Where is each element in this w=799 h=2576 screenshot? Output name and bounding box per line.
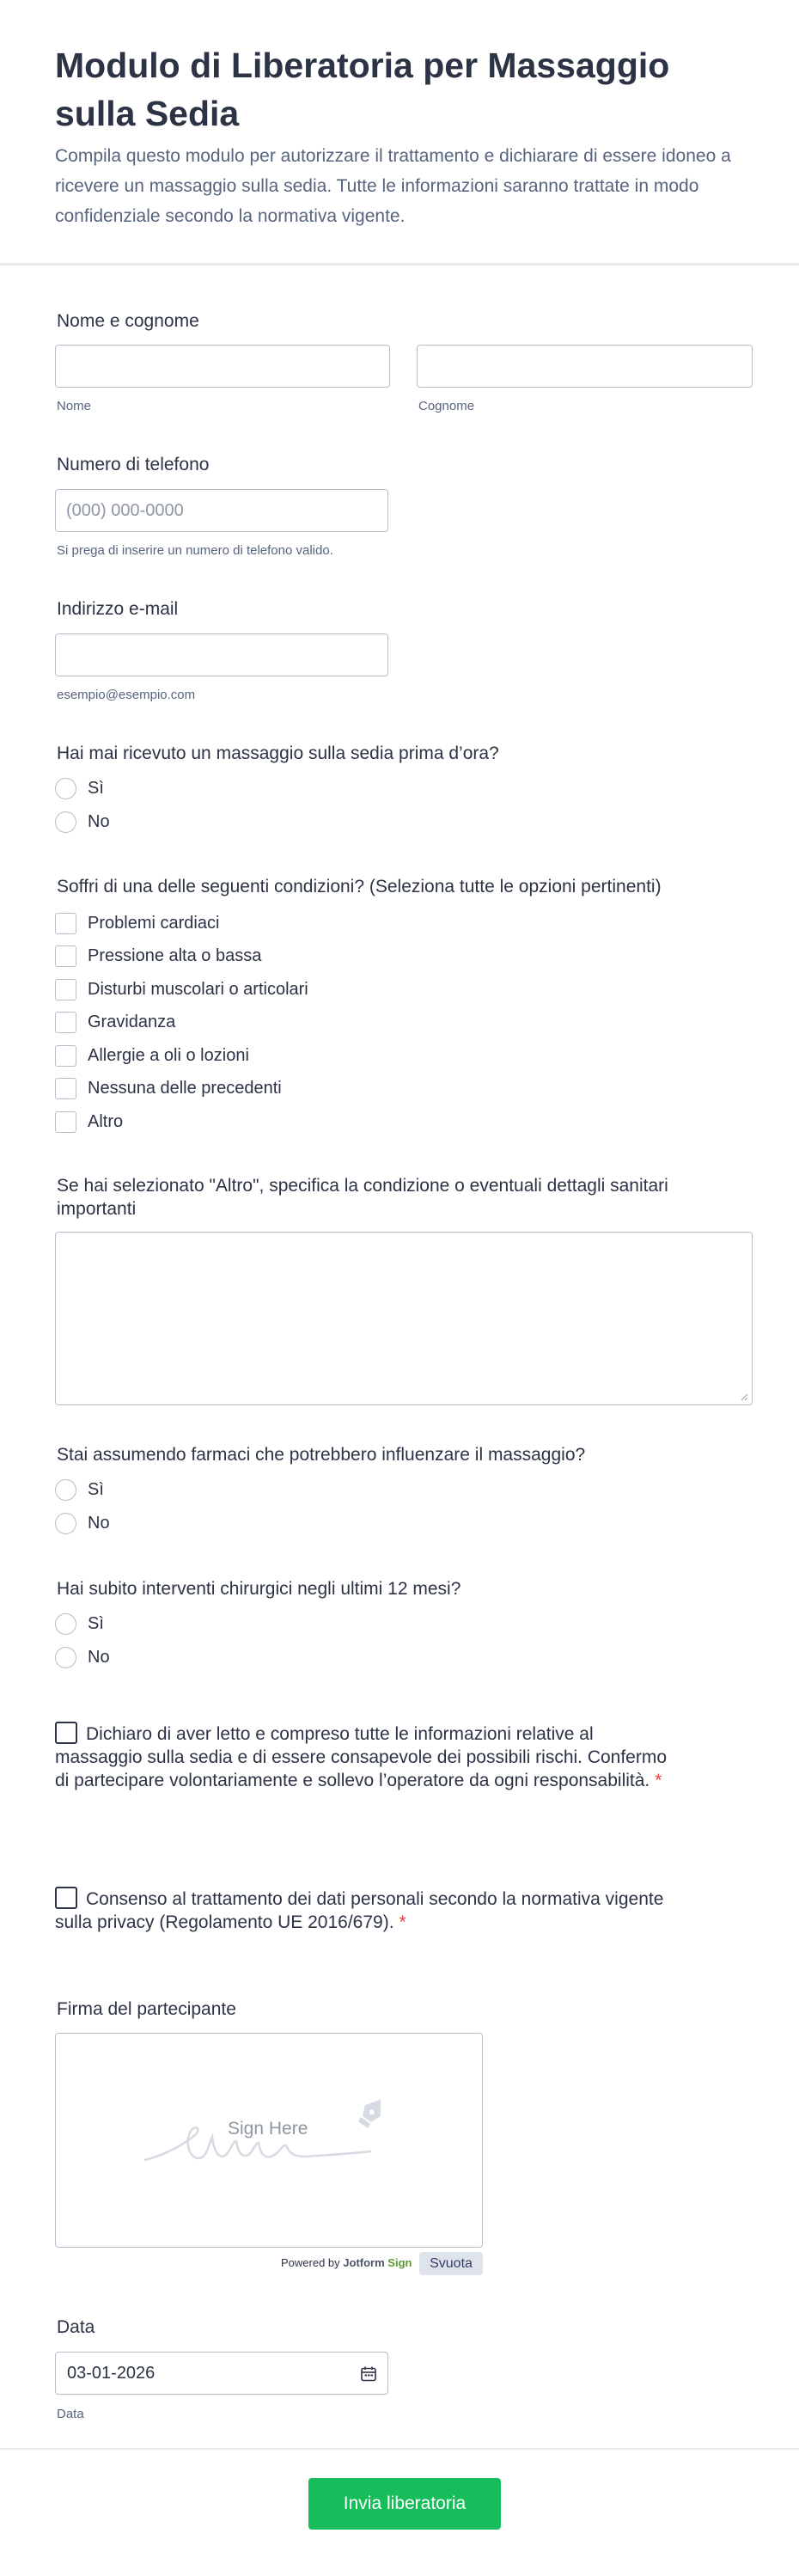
prior-massage-label: Hai mai ricevuto un massaggio sulla sedia prima d’ora? xyxy=(57,743,499,763)
checkbox[interactable] xyxy=(55,1012,76,1033)
email-hint: esempio@esempio.com xyxy=(57,688,196,702)
name-label: Nome e cognome xyxy=(57,311,199,331)
surgery-option-yes[interactable] xyxy=(55,1612,104,1636)
phone-input[interactable] xyxy=(55,489,388,532)
option-label: Gravidanza xyxy=(88,1012,176,1031)
option-label: No xyxy=(88,811,110,831)
condition-option-allergies[interactable] xyxy=(55,1043,249,1068)
checkbox[interactable] xyxy=(55,913,76,934)
date-label: Data xyxy=(57,2317,95,2337)
condition-option-other[interactable] xyxy=(55,1110,123,1134)
conditions-label: Soffri di una delle seguenti condizioni? (Seleziona tutte le opzioni pertinenti) xyxy=(57,877,662,896)
radio-button[interactable] xyxy=(55,1513,76,1534)
checkbox[interactable] xyxy=(55,1078,76,1099)
medications-option-no[interactable] xyxy=(55,1511,110,1535)
clear-signature-button[interactable]: Svuota xyxy=(419,2252,483,2275)
email-label: Indirizzo e-mail xyxy=(57,599,179,619)
radio-button[interactable] xyxy=(55,778,76,799)
option-label: Altro xyxy=(88,1111,124,1131)
radio-button[interactable] xyxy=(55,1613,76,1635)
date-sublabel: Data xyxy=(57,2407,84,2421)
other-details-label: Se hai selezionato "Altro", specifica la condizione o eventuali dettagli sanitari importanti xyxy=(57,1176,668,1219)
privacy-consent xyxy=(55,1887,682,1934)
email-input[interactable] xyxy=(55,633,388,676)
checkbox[interactable] xyxy=(55,1045,76,1067)
waiver-consent xyxy=(55,1722,682,1792)
last-name-input[interactable] xyxy=(417,345,753,388)
form-description: Compila questo modulo per autorizzare il trattamento e dichiarare di essere idoneo a ricevere un massaggio sulla sedia. Tutte le informazioni saranno trattate in modo confidenziale secondo la normativa vigente. xyxy=(55,146,731,226)
powered-by xyxy=(281,2256,412,2269)
phone-label: Numero di telefono xyxy=(57,455,210,474)
option-label: Disturbi muscolari o articolari xyxy=(88,979,308,999)
option-label: Nessuna delle precedenti xyxy=(88,1078,282,1098)
calendar-icon[interactable] xyxy=(360,2365,377,2383)
option-label: Problemi cardiaci xyxy=(88,913,220,933)
last-name-sublabel: Cognome xyxy=(418,399,475,413)
medications-option-yes[interactable] xyxy=(55,1478,104,1502)
signature-pad[interactable] xyxy=(55,2033,483,2248)
date-input[interactable] xyxy=(55,2352,388,2395)
waiver-checkbox[interactable] xyxy=(55,1722,77,1744)
surgery-label: Hai subito interventi chirurgici negli ultimi 12 mesi? xyxy=(57,1579,461,1599)
option-label: Allergie a oli o lozioni xyxy=(88,1045,249,1065)
radio-button[interactable] xyxy=(55,811,76,833)
condition-option-heart[interactable] xyxy=(55,911,219,935)
condition-option-pressure[interactable] xyxy=(55,944,261,968)
radio-button[interactable] xyxy=(55,1647,76,1668)
option-label: Pressione alta o bassa xyxy=(88,945,262,965)
resize-handle-icon[interactable] xyxy=(740,1392,748,1401)
option-label: Sì xyxy=(88,778,104,798)
prior-massage-option-yes[interactable] xyxy=(55,776,104,800)
privacy-text: Consenso al trattamento dei dati personali secondo la normativa vigente sulla privacy (Regolamento UE 2016/679). xyxy=(55,1889,664,1932)
condition-option-pregnancy[interactable] xyxy=(55,1010,175,1034)
prior-massage-option-no[interactable] xyxy=(55,810,110,834)
submit-button[interactable]: Invia liberatoria xyxy=(308,2478,501,2530)
option-label: Sì xyxy=(88,1613,104,1633)
sign-logo: Sign xyxy=(387,2256,412,2269)
waiver-text: Dichiaro di aver letto e compreso tutte le informazioni relative al massaggio sulla sedia e di essere consapevole dei possibili rischi. Confermo di partecipare volontariamente e sollevo l’operatore da ogni responsabilità. xyxy=(55,1724,668,1790)
surgery-option-no[interactable] xyxy=(55,1645,110,1669)
checkbox[interactable] xyxy=(55,945,76,967)
sign-here-placeholder: Sign Here xyxy=(228,2119,308,2139)
condition-option-muscular[interactable] xyxy=(55,977,308,1001)
other-details-textarea[interactable] xyxy=(55,1232,753,1405)
medications-label: Stai assumendo farmaci che potrebbero influenzare il massaggio? xyxy=(57,1445,586,1465)
required-asterisk: * xyxy=(655,1771,662,1790)
first-name-input[interactable] xyxy=(55,345,390,388)
powered-prefix: Powered by xyxy=(281,2256,340,2269)
checkbox[interactable] xyxy=(55,1111,76,1133)
first-name-sublabel: Nome xyxy=(57,399,92,413)
option-label: No xyxy=(88,1513,110,1533)
jotform-logo: Jotform xyxy=(343,2256,385,2269)
required-asterisk: * xyxy=(399,1912,406,1932)
radio-button[interactable] xyxy=(55,1479,76,1501)
option-label: Sì xyxy=(88,1479,104,1499)
pen-nib-icon xyxy=(355,2094,388,2130)
signature-scribble-icon xyxy=(56,2034,484,2249)
form-header xyxy=(0,0,799,266)
condition-option-none[interactable] xyxy=(55,1076,282,1100)
signature-label: Firma del partecipante xyxy=(57,1999,236,2019)
date-value: 03-01-2026 xyxy=(67,2364,156,2383)
form-title: Modulo di Liberatoria per Massaggio sulla Sedia xyxy=(55,46,670,133)
checkbox[interactable] xyxy=(55,979,76,1000)
footer-divider xyxy=(0,2448,799,2450)
phone-hint: Si prega di inserire un numero di telefono valido. xyxy=(57,543,333,558)
privacy-checkbox[interactable] xyxy=(55,1887,77,1909)
option-label: No xyxy=(88,1647,110,1667)
